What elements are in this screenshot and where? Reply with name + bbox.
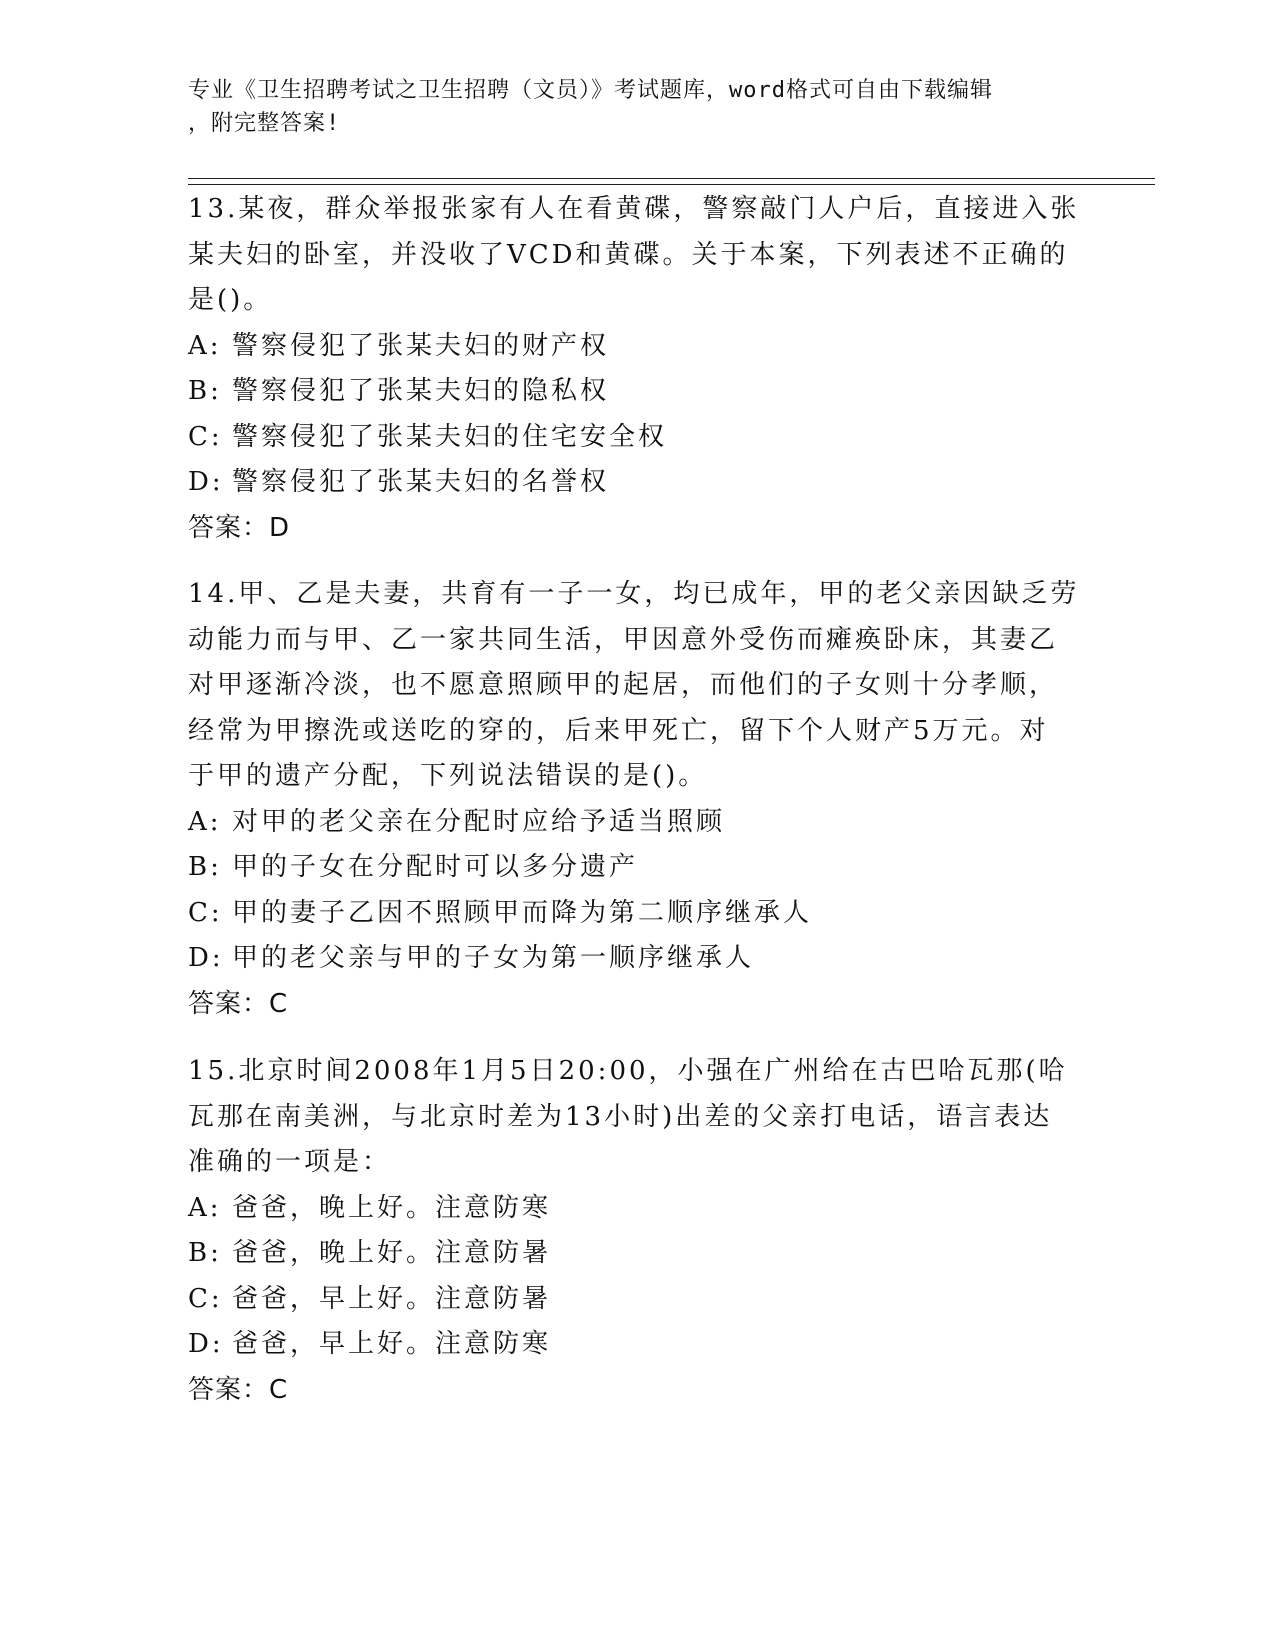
option-b: B: 甲的子女在分配时可以多分遗产 xyxy=(188,852,639,882)
option-b: B: 警察侵犯了张某夫妇的隐私权 xyxy=(188,376,610,406)
stem-line: 是()。 xyxy=(188,285,273,315)
question-stem xyxy=(188,572,1088,800)
option-a: A: 对甲的老父亲在分配时应给予适当照顾 xyxy=(188,806,726,837)
stem-line: 动能力而与甲、乙一家共同生活，甲因意外受伤而瘫痪卧床，其妻乙 xyxy=(188,624,1059,655)
option-d: D: 警察侵犯了张某夫妇的名誉权 xyxy=(188,467,610,497)
option-a: A: 爸爸，晚上好。注意防寒 xyxy=(188,1192,552,1223)
stem-line: 准确的一项是： xyxy=(188,1147,392,1177)
header-line-1: 专业《卫生招聘考试之卫生招聘（文员）》考试题库，word格式可自由下载编辑 xyxy=(188,78,993,103)
answer-line: 答案：C xyxy=(188,1374,289,1405)
header-divider-bottom xyxy=(188,184,1155,185)
stem-line: 14.甲、乙是夫妻，共育有一子一女，均已成年，甲的老父亲因缺乏劳 xyxy=(188,579,1080,609)
question-14 xyxy=(188,572,1088,1027)
answer-line: 答案：D xyxy=(188,512,291,543)
question-stem xyxy=(188,1049,1088,1186)
answer-line: 答案：C xyxy=(188,988,289,1019)
header-line-2: ，附完整答案! xyxy=(188,111,341,136)
option-c: C: 爸爸，早上好。注意防暑 xyxy=(188,1283,552,1314)
question-15 xyxy=(188,1049,1088,1413)
stem-line: 某夫妇的卧室，并没收了VCD和黄碟。关于本案，下列表述不正确的 xyxy=(188,239,1069,270)
option-d: D: 甲的老父亲与甲的子女为第一顺序继承人 xyxy=(188,943,755,973)
option-c: C: 甲的妻子乙因不照顾甲而降为第二顺序继承人 xyxy=(188,897,813,928)
option-a: A: 警察侵犯了张某夫妇的财产权 xyxy=(188,330,610,361)
header-divider-top xyxy=(188,178,1155,179)
option-c: C: 警察侵犯了张某夫妇的住宅安全权 xyxy=(188,421,668,452)
stem-line: 13.某夜，群众举报张家有人在看黄碟，警察敲门人户后，直接进入张 xyxy=(188,194,1080,224)
stem-line: 对甲逐渐冷淡，也不愿意照顾甲的起居，而他们的子女则十分孝顺， xyxy=(188,670,1059,700)
document-header xyxy=(188,74,1068,140)
option-d: D: 爸爸，早上好。注意防寒 xyxy=(188,1329,552,1359)
stem-line: 于甲的遗产分配，下列说法错误的是()。 xyxy=(188,761,708,791)
option-b: B: 爸爸，晚上好。注意防暑 xyxy=(188,1238,552,1268)
question-stem xyxy=(188,187,1088,324)
stem-line: 瓦那在南美洲，与北京时差为13小时)出差的父亲打电话，语言表达 xyxy=(188,1101,1053,1132)
stem-line: 经常为甲擦洗或送吃的穿的，后来甲死亡，留下个人财产5万元。对 xyxy=(188,715,1049,746)
stem-line: 15.北京时间2008年1月5日20:00，小强在广州给在古巴哈瓦那(哈 xyxy=(188,1056,1068,1086)
question-13 xyxy=(188,187,1088,551)
